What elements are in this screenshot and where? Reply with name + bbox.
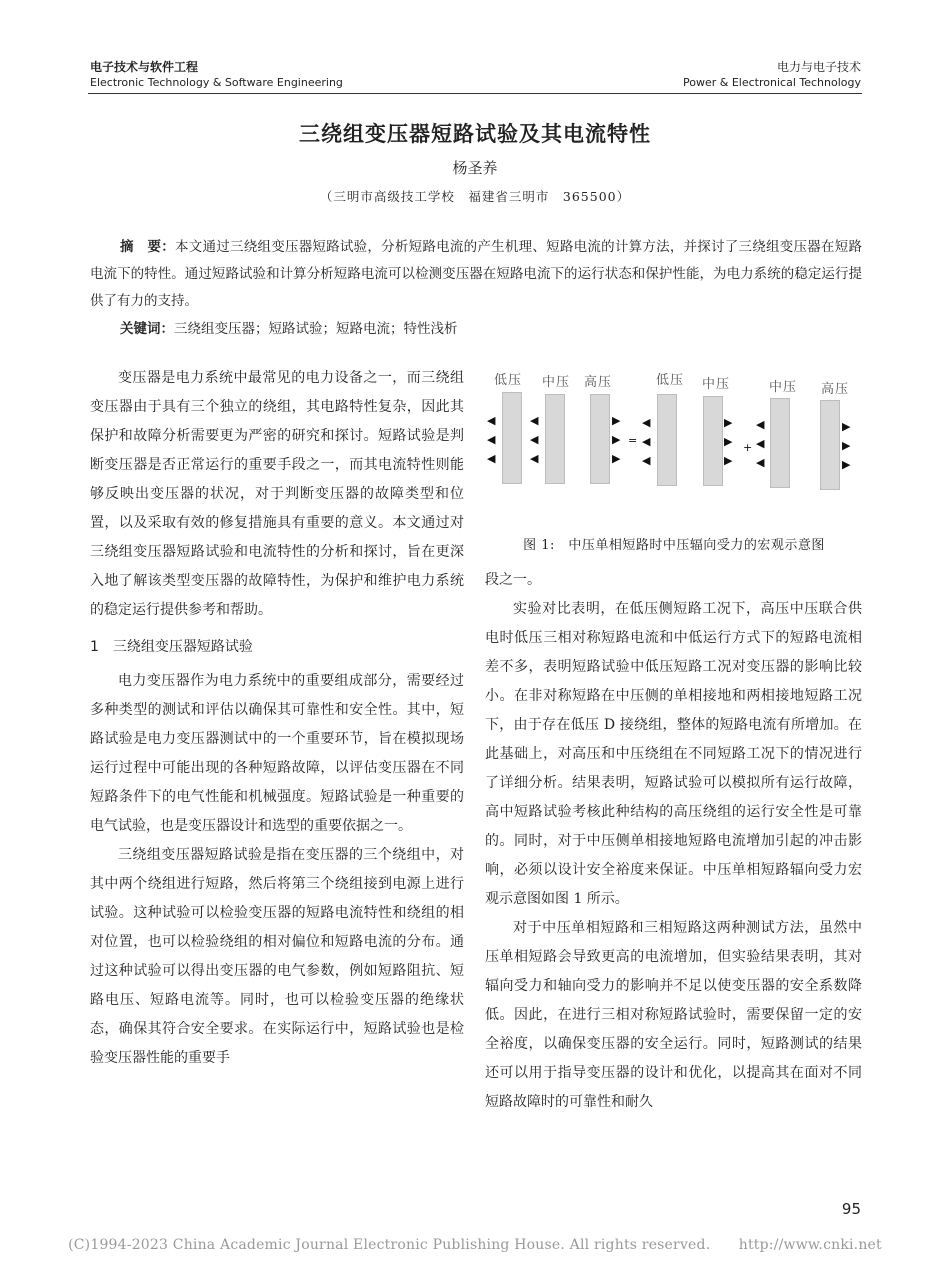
journal-name-cn: 电子技术与软件工程 <box>90 60 199 74</box>
plus-sign: + <box>743 441 753 454</box>
force-arrow-right: ▶ <box>724 435 733 448</box>
force-arrow-left: ◀ <box>756 437 765 450</box>
winding-bar-mid-1 <box>545 394 565 484</box>
force-arrow-right: ▶ <box>724 416 733 429</box>
author-name: 杨圣养 <box>452 159 498 177</box>
winding-bar-mid-3 <box>770 398 790 488</box>
page-number: 95 <box>841 1200 861 1218</box>
left-column <box>90 364 464 1073</box>
force-arrow-left: ◀ <box>487 433 496 446</box>
figure-label-high-voltage-2: 高压 <box>821 382 850 397</box>
force-arrow-left: ◀ <box>642 454 651 467</box>
force-arrow-right: ▶ <box>842 439 851 452</box>
winding-bar-high-2 <box>820 400 840 490</box>
force-arrow-right: ▶ <box>842 458 851 471</box>
force-arrow-left: ◀ <box>487 414 496 427</box>
force-arrow-right: ▶ <box>612 452 621 465</box>
figure-label-mid-voltage-3: 中压 <box>769 380 798 395</box>
section-1-paragraph-1: 电力变压器作为电力系统中的重要组成部分，需要经过多种类型的测试和评估以确保其可靠性和安全性。其中，短路试验是电力变压器测试中的一个重要环节，旨在模拟现场运行过程中可能出现的各种短路故障，以评估变压器在不同短路条件下的电气性能和机械强度。短路试验是一种重要的电气试验，也是变压器设计和选型的重要依据之一。 <box>90 673 464 834</box>
section-1-heading: 1 三绕组变压器短路试验 <box>90 639 253 655</box>
force-arrow-right: ▶ <box>612 414 621 427</box>
figure-label-high-voltage-1: 高压 <box>584 375 613 390</box>
force-arrow-right: ▶ <box>612 433 621 446</box>
abstract <box>90 234 862 315</box>
figure-label-mid-voltage-2: 中压 <box>702 377 731 392</box>
keywords-text: 三绕组变压器；短路试验；短路电流；特性浅析 <box>174 321 458 337</box>
author-affiliation: （三明市高级技工学校 福建省三明市 365500） <box>319 189 631 204</box>
force-arrow-left: ◀ <box>642 416 651 429</box>
section-name-cn: 电力与电子技术 <box>776 60 861 74</box>
abstract-text: 本文通过三绕组变压器短路试验，分析短路电流的产生机理、短路电流的计算方法，并探讨了三绕组变压器在短路电流下的特性。通过短路试验和计算分析短路电流可以检测变压器在短路电流下的运行状态和保护性能，为电力系统的稳定运行提供了有力的支持。 <box>90 239 863 309</box>
figure-1-caption: 图 1: 中压单相短路时中压辐向受力的宏观示意图 <box>523 538 825 553</box>
winding-bar-mid-2 <box>703 396 723 486</box>
section-1-paragraph-2: 三绕组变压器短路试验是指在变压器的三个绕组中，对其中两个绕组进行短路，然后将第三个绕组接到电源上进行试验。这种试验可以检验变压器的短路电流特性和绕组的相对位置，也可以检验绕组的相对偏位和短路电流的分布。通过这种试验可以得出变压器的电气参数，例如短路阻抗、短路电压、短路电流等。同时，也可以检验变压器的绝缘状态，确保其符合安全要求。在实际运行中，短路试验也是检验变压器性能的重要手 <box>90 847 464 1066</box>
intro-paragraph: 变压器是电力系统中最常见的电力设备之一，而三绕组变压器由于具有三个独立的绕组，其电路特性复杂，因此其保护和故障分析需要更为严密的研究和探讨。短路试验是判断变压器是否正常运行的重要手段之一，而其电流特性则能够反映出变压器的状况，对于判断变压器的故障类型和位置，以及采取有效的修复措施具有重要的意义。本文通过对三绕组变压器短路试验和电流特性的分析和探讨，旨在更深入地了解该类型变压器的故障特性，为保护和维护电力系统的稳定运行提供参考和帮助。 <box>90 370 464 618</box>
force-arrow-left: ◀ <box>756 418 765 431</box>
right-paragraph-1: 实验对比表明，在低压侧短路工况下，高压中压联合供电时低压三相对称短路电流和中低运行方式下的短路电流相差不多，表明短路试验中低压短路工况对变压器的影响比较小。在非对称短路在中压侧的单相接地和两相接地短路工况下，由于存在低压 D 接绕组，整体的短路电流有所增加。在此基础上，对高压和中压绕组在不同短路工况下的情况进行了详细分析。结果表明，短路试验可以模拟所有运行故障，高中短路试验考核此种结构的高压绕组的运行安全性是可靠的。同时，对于中压侧单相接地短路电流增加引起的冲击影响，必须以设计安全裕度来保证。中压单相短路辐向受力宏观示意图如图 1 所示。 <box>485 601 862 907</box>
winding-bar-high-1 <box>590 394 610 484</box>
keywords <box>120 318 458 340</box>
force-arrow-right: ▶ <box>842 420 851 433</box>
right-paragraph-2: 对于中压单相短路和三相短路这两种测试方法，虽然中压单相短路会导致更高的电流增加，但实验结果表明，其对辐向受力和轴向受力的影响并不足以使变压器的安全系数降低。因此，在进行三相对称短路试验时，需要保留一定的安全裕度，以确保变压器的安全运行。同时，短路测试的结果还可以用于指导变压器的设计和优化，以提高其在面对不同短路故障时的可靠性和耐久 <box>485 920 862 1110</box>
winding-bar-low-2 <box>657 394 677 486</box>
winding-bar-low-1 <box>502 392 522 484</box>
force-arrow-left: ◀ <box>487 452 496 465</box>
paper-title: 三绕组变压器短路试验及其电流特性 <box>299 122 651 146</box>
figure-label-mid-voltage-1: 中压 <box>542 375 571 390</box>
abstract-label: 摘 要： <box>120 239 175 255</box>
force-arrow-left: ◀ <box>530 452 539 465</box>
force-arrow-left: ◀ <box>642 435 651 448</box>
continued-text: 段之一。 <box>485 572 541 588</box>
figure-label-low-voltage-2: 低压 <box>656 373 685 388</box>
running-header-left <box>90 59 343 90</box>
force-arrow-left: ◀ <box>530 433 539 446</box>
running-header-right <box>683 59 861 90</box>
equals-sign: = <box>628 434 638 447</box>
keywords-label: 关键词： <box>120 321 174 337</box>
journal-name-en: Electronic Technology & Software Engineering <box>90 76 343 89</box>
copyright-notice: (C)1994-2023 China Academic Journal Electronic Publishing House. All rights reserved. http://www.cnki.net <box>68 1237 882 1253</box>
force-arrow-right: ▶ <box>724 454 733 467</box>
section-name-en: Power & Electronical Technology <box>683 76 861 89</box>
force-arrow-left: ◀ <box>756 456 765 469</box>
figure-1 <box>484 362 864 502</box>
right-column <box>485 566 862 1117</box>
header-rule <box>88 93 862 94</box>
force-arrow-left: ◀ <box>530 414 539 427</box>
figure-label-low-voltage-1: 低压 <box>494 373 523 388</box>
